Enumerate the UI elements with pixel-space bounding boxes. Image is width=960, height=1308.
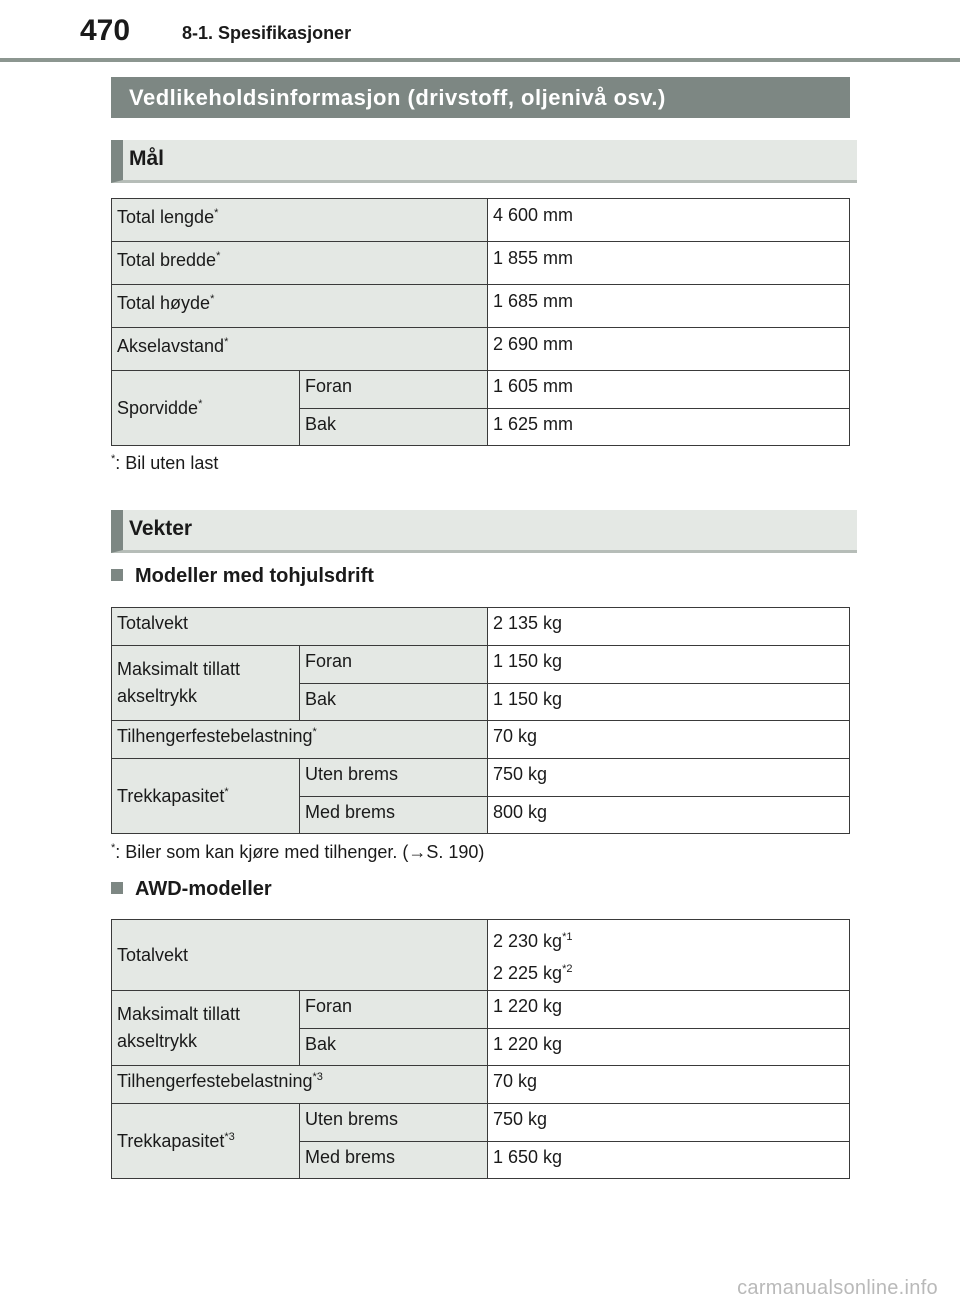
table-row (112, 721, 850, 759)
axle-rear-value: 1 220 kg (488, 1029, 850, 1066)
total-weight-label: Totalvekt (112, 608, 488, 646)
dim-label: Total bredde* (112, 242, 488, 285)
track-front-value: 1 605 mm (488, 371, 850, 409)
dim-value: 1 855 mm (488, 242, 850, 285)
page-header (0, 0, 960, 62)
weights-heading: Vekter (111, 510, 857, 553)
table-row (112, 1066, 850, 1104)
hitch-load-label: Tilhengerfestebelastning* (112, 721, 488, 759)
axle-front-value: 1 150 kg (488, 646, 850, 684)
tow-unbraked-value: 750 kg (488, 759, 850, 797)
axle-rear-label: Bak (300, 684, 488, 721)
dim-label: Total høyde* (112, 285, 488, 328)
fwd-subheading: Modeller med tohjulsdrift (111, 565, 374, 588)
table-row (112, 646, 850, 684)
awd-subheading: AWD-modeller (111, 878, 272, 901)
tow-unbraked-label: Uten brems (300, 759, 488, 797)
table-row (112, 608, 850, 646)
dim-label: Akselavstand* (112, 328, 488, 371)
track-front-label: Foran (300, 371, 488, 409)
page-number: 470 (80, 14, 131, 47)
hitch-load-label: Tilhengerfestebelastning$^{*3}$ (112, 1066, 488, 1104)
towing-capacity-label: Trekkapasitet$^{*3}$ (112, 1104, 300, 1179)
header-divider (0, 58, 960, 62)
table-row (112, 285, 850, 328)
dim-value: 4 600 mm (488, 199, 850, 242)
axle-front-label: Foran (300, 991, 488, 1029)
dimensions-footnote: *: Bil uten last (111, 453, 219, 473)
fwd-footnote: *: Biler som kan kjøre med tilhenger. (→S. 190) (111, 842, 485, 862)
dimensions-table (111, 198, 850, 446)
table-row (112, 371, 850, 409)
tow-braked-value: 800 kg (488, 797, 850, 834)
section-banner: Vedlikeholdsinformasjon (drivstoff, oljenivå osv.) (111, 77, 850, 118)
watermark: carmanualsonline.info (737, 1277, 938, 1299)
fwd-weights-table (111, 607, 850, 834)
hitch-load-value: 70 kg (488, 1066, 850, 1104)
total-weight-value: 2 230 $kg^{*1}$ 2 225 $kg^{*2}$ (488, 920, 850, 991)
chapter-title: 8-1. Spesifikasjoner (182, 23, 352, 43)
table-row (112, 242, 850, 285)
tow-braked-label: Med brems (300, 797, 488, 834)
square-bullet-icon (111, 882, 123, 894)
axle-load-label: Maksimalt tillatt akseltrykk (112, 646, 300, 721)
axle-front-label: Foran (300, 646, 488, 684)
table-row (112, 920, 850, 991)
axle-rear-value: 1 150 kg (488, 684, 850, 721)
dim-value: 1 685 mm (488, 285, 850, 328)
tow-braked-label: Med brems (300, 1142, 488, 1179)
towing-capacity-label: Trekkapasitet* (112, 759, 300, 834)
track-rear-value: 1 625 mm (488, 409, 850, 446)
square-bullet-icon (111, 569, 123, 581)
dim-value: 2 690 mm (488, 328, 850, 371)
tow-unbraked-label: Uten brems (300, 1104, 488, 1142)
dimensions-heading: Mål (111, 140, 857, 183)
total-weight-label: Totalvekt (112, 920, 488, 991)
tow-braked-value: 1 650 kg (488, 1142, 850, 1179)
dim-label: Total lengde* (112, 199, 488, 242)
track-label: Sporvidde* (112, 371, 300, 446)
awd-weights-table (111, 919, 850, 1179)
axle-front-value: 1 220 kg (488, 991, 850, 1029)
table-row (112, 328, 850, 371)
hitch-load-value: 70 kg (488, 721, 850, 759)
total-weight-value: 2 135 kg (488, 608, 850, 646)
table-row (112, 759, 850, 797)
axle-rear-label: Bak (300, 1029, 488, 1066)
track-rear-label: Bak (300, 409, 488, 446)
table-row (112, 991, 850, 1029)
table-row (112, 1104, 850, 1142)
tow-unbraked-value: 750 kg (488, 1104, 850, 1142)
axle-load-label: Maksimalt tillatt akseltrykk (112, 991, 300, 1066)
table-row (112, 199, 850, 242)
